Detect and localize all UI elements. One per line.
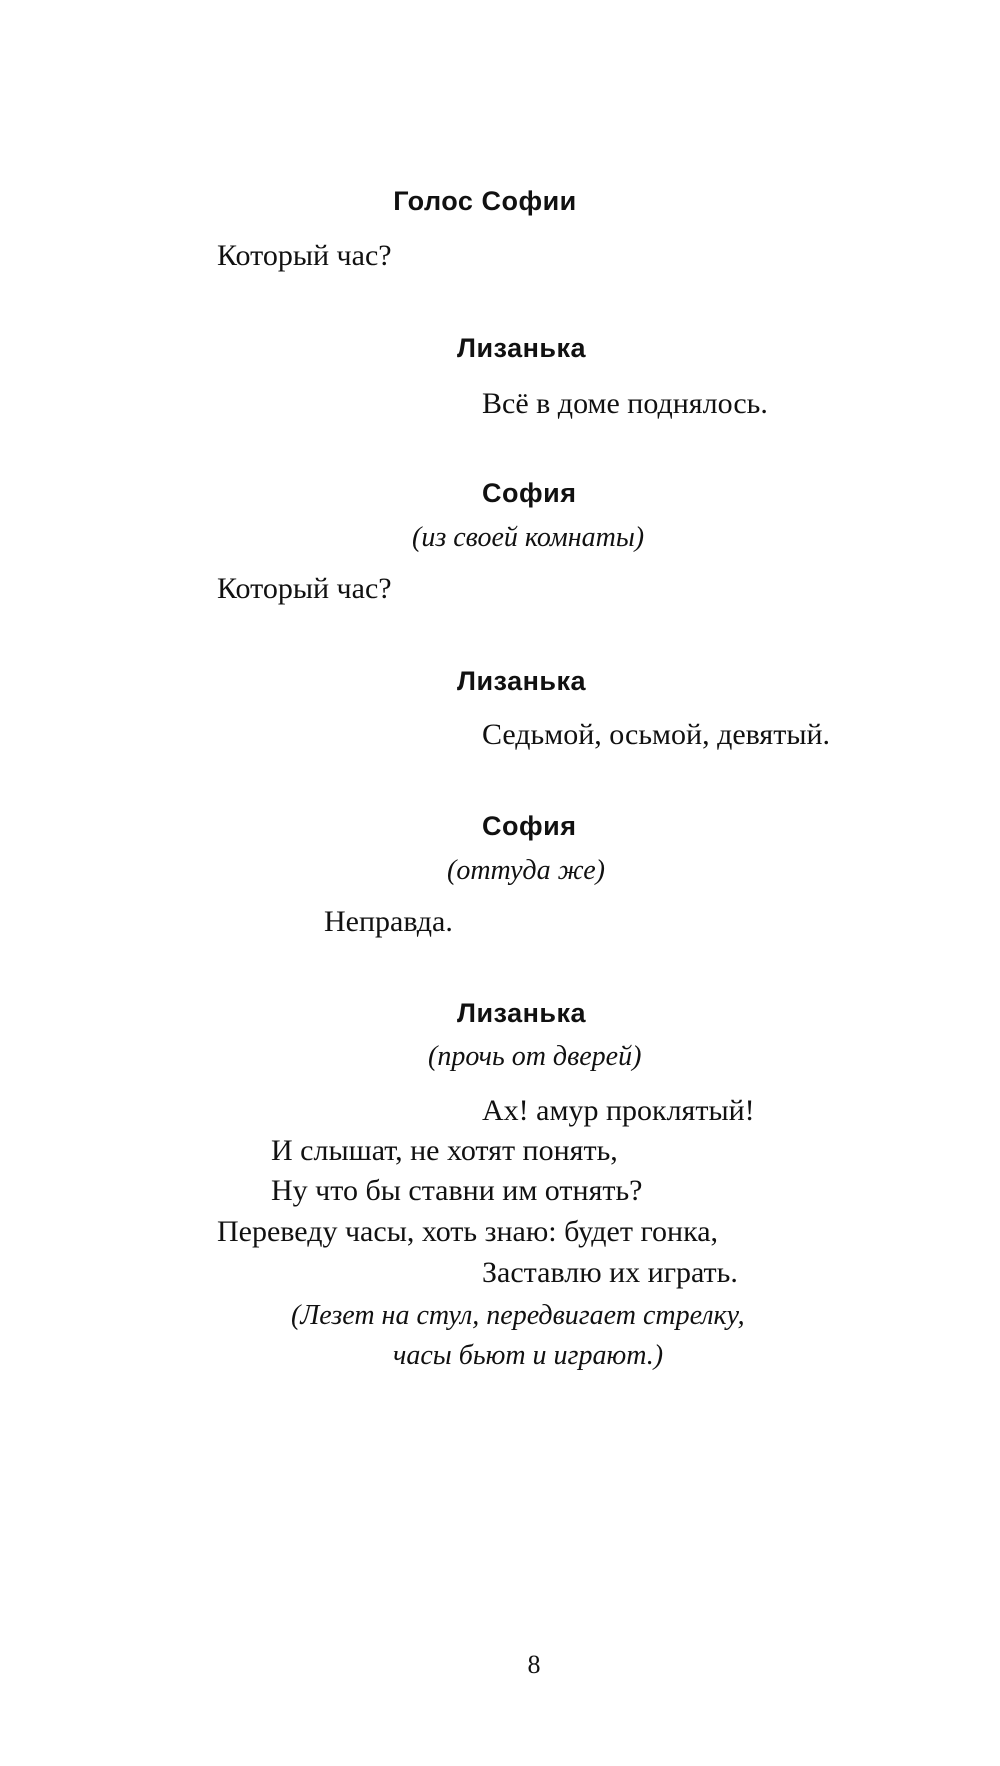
verse-line: Заставлю их играть.	[482, 1256, 738, 1289]
stage-direction: (прочь от дверей)	[428, 1041, 642, 1072]
stage-direction: (оттуда же)	[447, 855, 606, 886]
verse-line: И слышат, не хотят понять,	[271, 1134, 618, 1167]
dialogue-line: Неправда.	[324, 905, 453, 938]
dialogue-line: Седьмой, осьмой, девятый.	[482, 718, 831, 751]
dialogue-line: Который час?	[217, 239, 392, 272]
speaker-name: София	[482, 811, 577, 841]
speaker-name: Лизанька	[457, 666, 587, 696]
stage-direction: (из своей комнаты)	[412, 522, 645, 553]
speaker-name: Лизанька	[457, 998, 587, 1028]
speaker-name: Голос Софии	[393, 186, 577, 216]
stage-direction: (Лезет на стул, передвигает стрелку,	[291, 1300, 745, 1331]
dialogue-line: Всё в доме поднялось.	[482, 387, 768, 420]
verse-line: Переведу часы, хоть знаю: будет гонка,	[217, 1215, 719, 1248]
speaker-name: Лизанька	[457, 333, 587, 363]
verse-line: Ах! амур проклятый!	[482, 1094, 755, 1127]
verse-line: Ну что бы ставни им отнять?	[271, 1174, 643, 1207]
speaker-name: София	[482, 478, 577, 508]
dialogue-line: Который час?	[217, 572, 392, 605]
stage-direction: часы бьют и играют.)	[393, 1340, 664, 1371]
page-number: 8	[527, 1650, 541, 1679]
